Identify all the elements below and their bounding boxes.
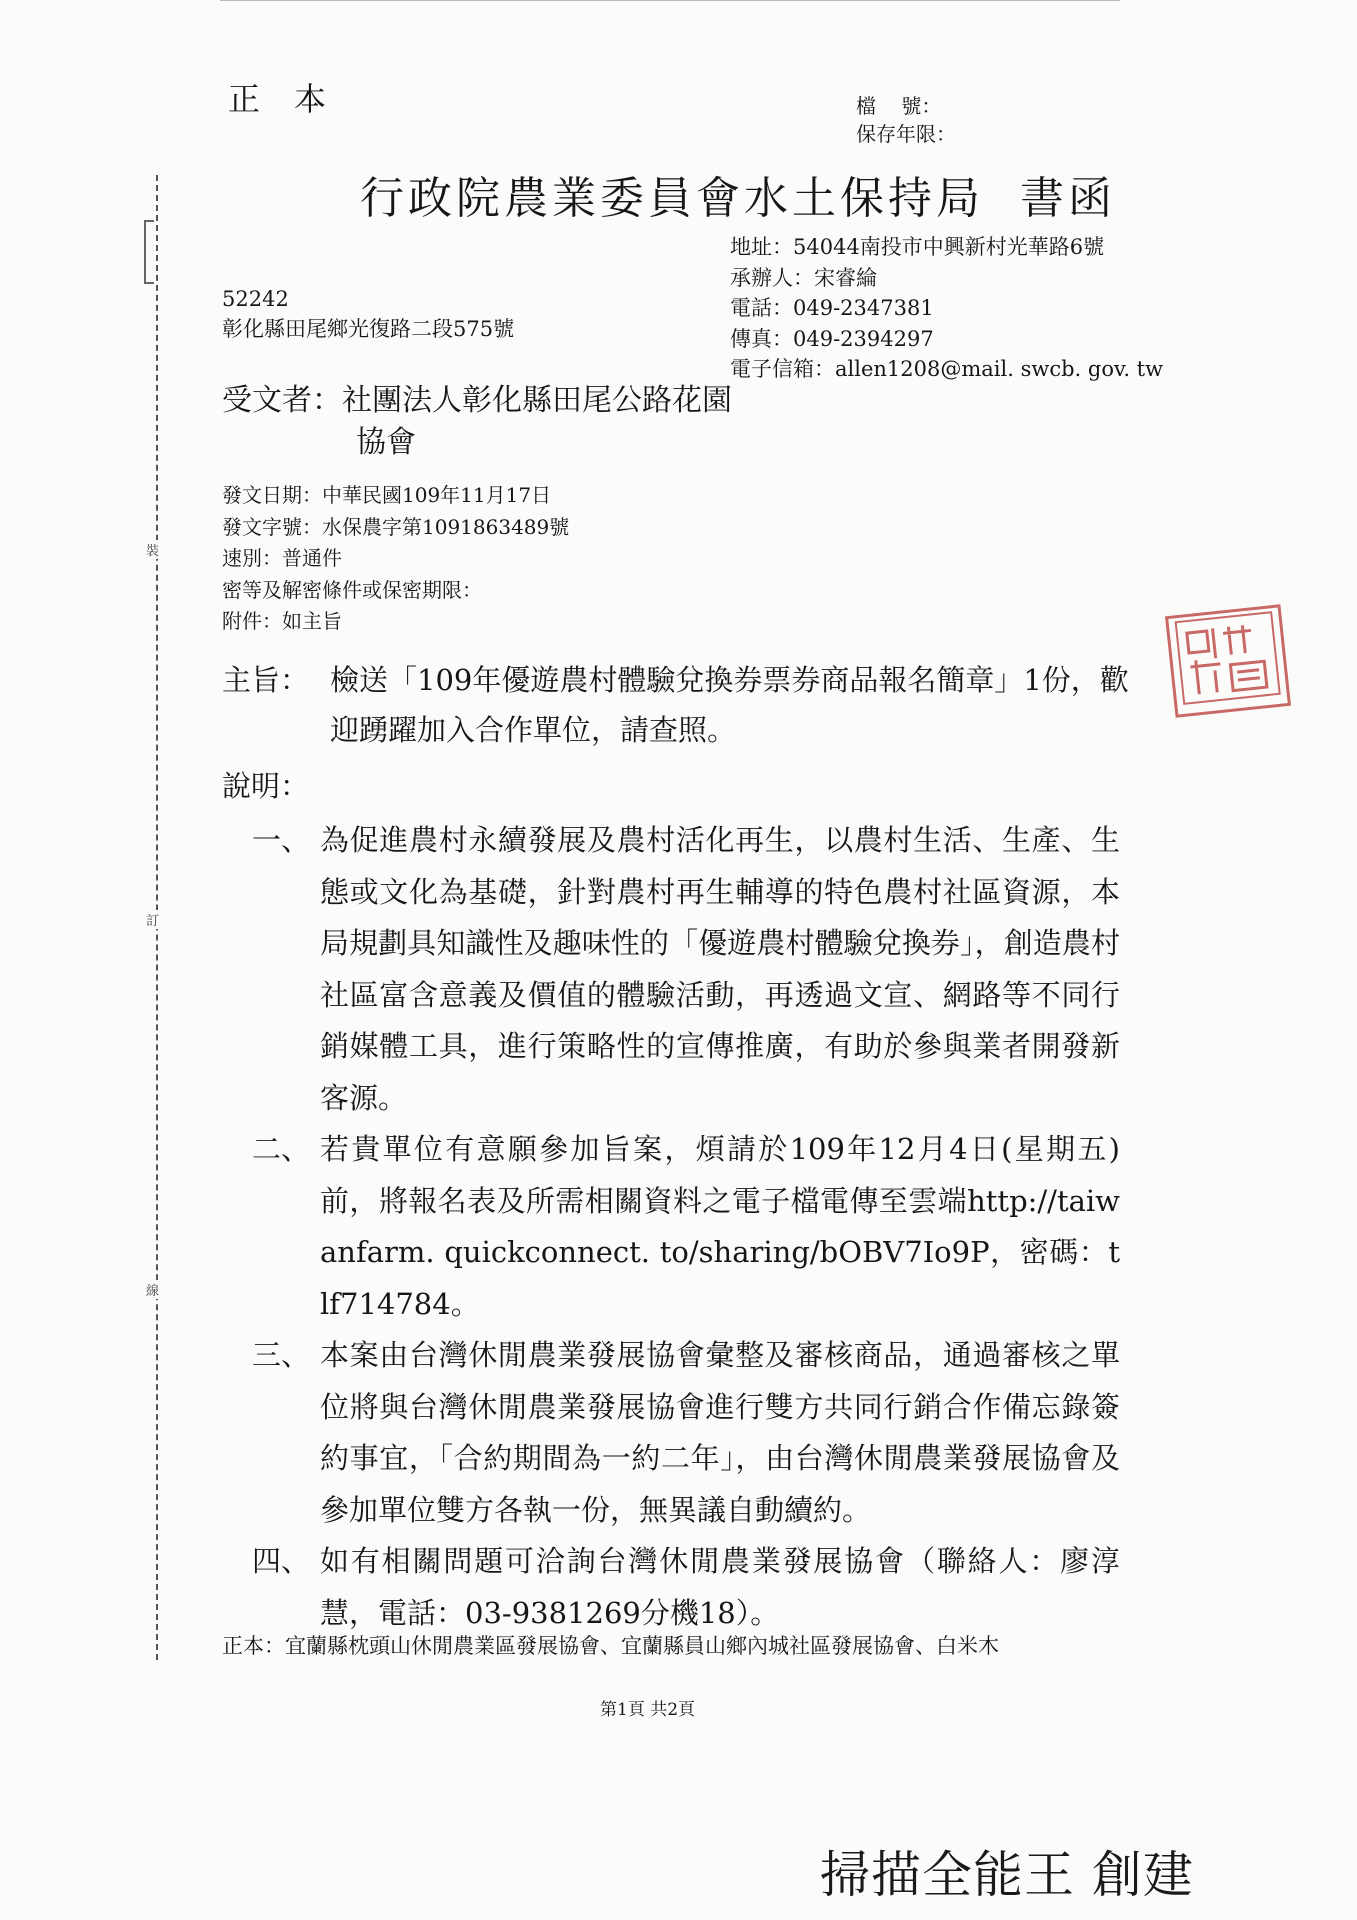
item-text: 本案由台灣休閒農業發展協會彙整及審核商品，通過審核之單位將與台灣休閒農業發展協會進行雙方共同行銷合作備忘錄簽約事宜，「合約期間為一約二年」，由台灣休閒農業發展協會及參加單位雙方各執一份，無異議自動續約。 [320, 1338, 1120, 1527]
recipient-name: 受文者：社團法人彰化縣田尾公路花園 [222, 383, 732, 418]
sender-fax: 傳真：049-2394297 [730, 326, 934, 351]
list-item [252, 1536, 1162, 1639]
item-number: 一、 [252, 823, 311, 857]
subject-label: 主旨： [222, 663, 310, 697]
file-number-label: 檔 號： [856, 94, 942, 118]
item-number: 四、 [252, 1544, 311, 1578]
binding-char-zhuang: 裝 [146, 540, 159, 559]
subject-row [222, 655, 1162, 755]
list-item [252, 1124, 1162, 1330]
recipient-block [222, 380, 732, 464]
sender-address: 地址：54044南投市中興新村光華路6號 [730, 235, 1105, 259]
recipient-zip: 52242 [222, 287, 289, 311]
item-number: 二、 [252, 1132, 311, 1166]
subject-text: 檢送「109年優遊農村體驗兌換券票券商品報名簡章」1份，歡迎踴躍加入合作單位，請查照。 [330, 663, 1129, 747]
sender-handler: 承辦人：宋睿綸 [730, 265, 877, 290]
list-item [252, 815, 1162, 1124]
document-title: 行政院農業委員會水土保持局 書函 [360, 173, 1116, 224]
item-text: 為促進農村永續發展及農村活化再生，以農村生活、生產、生態或文化為基礎，針對農村再生輔導的特色農村社區資源，本局規劃具知識性及趣味性的「優遊農村體驗兌換券」，創造農村社區富含意義及價值的體驗活動，再透過文宣、網路等不同行銷媒體工具，進行策略性的宣傳推廣，有助於參與業者開發新客源。 [320, 823, 1120, 1115]
binding-char-ding: 訂 [146, 910, 159, 929]
item-text: 若貴單位有意願參加旨案，煩請於109年12月4日(星期五)前，將報名表及所需相關資料之電子檔電傳至雲端http://taiwanfarm. quickconnect. to/sharing/bOBV7Io9P，密碼：tlf714784。 [320, 1132, 1120, 1321]
binding-bracket [144, 220, 154, 284]
official-seal [1165, 604, 1291, 718]
item-number: 三、 [252, 1338, 311, 1372]
recipient-address: 彰化縣田尾鄉光復路二段575號 [222, 317, 515, 341]
item-text: 如有相關問題可洽詢台灣休閒農業發展協會（聯絡人：廖淳慧，電話：03-9381269分機18）。 [320, 1544, 1120, 1630]
recipient-name-cont: 協會 [356, 425, 416, 460]
issue-date: 發文日期：中華民國109年11月17日 [222, 483, 552, 507]
delivery-speed: 速別：普通件 [222, 546, 342, 570]
file-number-block [856, 92, 956, 148]
sender-phone: 電話：049-2347381 [730, 296, 934, 320]
seal-graphic [1171, 608, 1284, 708]
carbon-copy-list: 正本：宜蘭縣枕頭山休閒農業區發展協會、宜蘭縣員山鄉內城社區發展協會、白米木 [222, 1634, 999, 1658]
retention-label: 保存年限： [856, 122, 956, 146]
scanner-watermark: 掃描全能王 創建 [820, 1846, 1194, 1904]
list-item [252, 1330, 1162, 1536]
page-indicator: 第1頁 共2頁 [600, 1700, 696, 1720]
top-edge-rule [220, 0, 1120, 1]
sender-info [730, 232, 1163, 385]
explanation-list [252, 815, 1162, 1639]
recipient-address-block [222, 284, 514, 344]
document-body [222, 655, 1162, 1639]
security-level: 密等及解密條件或保密期限： [222, 577, 482, 602]
attachment: 附件：如主旨 [222, 609, 342, 633]
sender-email: 電子信箱：allen1208@mail. swcb. gov. tw [730, 357, 1164, 381]
explanation-label: 說明： [222, 769, 310, 803]
document-meta [222, 480, 569, 638]
doc-number: 發文字號：水保農字第1091863489號 [222, 514, 570, 539]
copy-type-label: 正本 [228, 80, 361, 118]
binding-char-xian: 線 [146, 1280, 159, 1299]
